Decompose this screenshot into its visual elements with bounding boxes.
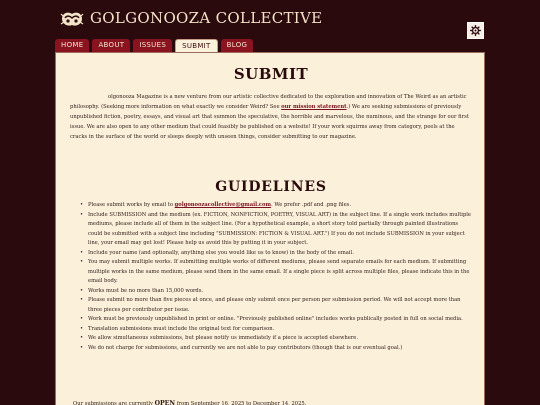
intro-text-end: .) We are seeking submissions of previously unpublished fiction, poetry, essays, and visual art that summon the speculative, the horrible and marvelous, the numinous, and the strange for our first issue. We are also open to any other medium that could feasibly be published on a website! If your work squirms away from category, peels at the cracks in the surface of the world or sleeps deeply with unseen things, consider submitting to our magazine. bbox=[70, 103, 469, 140]
list-item: • You may submit multiple works. If submitting multiple works of different mediums, please send separate emails for each medium. If submitting multiple works in the same medium, please send them in the same email. If a single piece is split across multiple files, please indicate this in the email body. bbox=[80, 258, 472, 287]
list-item: • We allow simultaneous submissions, but please notify us immediately if a piece is accepted elsewhere. bbox=[80, 334, 472, 344]
guidelines-heading: GUIDELINES bbox=[215, 179, 327, 195]
submission-email-link[interactable]: golgonoozacollective@gmail.com bbox=[174, 202, 272, 208]
list-item: • Works must be no more than 15,000 words. bbox=[80, 287, 472, 297]
list-item: • We do not charge for submissions, and currently we are not able to pay contributors (though that is our eventual goal.) bbox=[80, 344, 472, 354]
status-text-end: from September 16, 2025 to December 14, 2025. bbox=[175, 401, 307, 405]
tab-blog[interactable]: BLOG bbox=[221, 39, 254, 52]
tab-about[interactable]: ABOUT bbox=[92, 39, 130, 52]
guideline-email-text: Please submit works by email to bbox=[88, 202, 175, 208]
list-item bbox=[80, 201, 472, 211]
list-item: • Include your name (and optionally, anything else you would like us to know) in the body of the email. bbox=[80, 249, 472, 259]
guideline-email-suffix: . We prefer .pdf and .png files. bbox=[271, 202, 351, 208]
gear-icon bbox=[470, 25, 481, 36]
page-title: SUBMIT bbox=[233, 65, 309, 83]
list-item: • Translation submissions must include the original text for comparison. bbox=[80, 325, 472, 335]
main-nav bbox=[55, 39, 253, 52]
content-panel bbox=[55, 52, 485, 405]
tab-home[interactable]: HOME bbox=[55, 39, 89, 52]
list-item: • Include SUBMISSION and the medium (ex. FICTION, NONFICTION, POETRY, VISUAL ART) in the subject line. If a single work includes multiple mediums, please include all of them in the subject line. (For a hypothetical example, a short story told partially through painted illustrations could be submitted with a subject line including "SUBMISSION: FICTION & VISUAL ART.") If you do not include SUBMISSION in your subject line, your email may get lost! Please help us avoid this by putting it in your subject. bbox=[80, 211, 472, 249]
list-item: • Work must be previously unpublished in print or online. "Previously published online" includes works publically posted in full on social media. bbox=[80, 315, 472, 325]
status-badge: OPEN bbox=[154, 400, 176, 405]
intro-paragraph bbox=[70, 93, 470, 143]
guidelines-list bbox=[80, 201, 472, 353]
intro-text-start: olgonooza Magazine is a new venture from our artistic collective dedicated to the exploration and innovation of The Weird as an artistic philosophy. (Seeking more information on what exactly we consider Weird? See bbox=[70, 94, 467, 110]
tab-submit[interactable]: SUBMIT bbox=[175, 39, 218, 52]
status-text-start: Our submissions are currently bbox=[73, 401, 155, 405]
site-header bbox=[0, 0, 540, 40]
tab-issues[interactable]: ISSUES bbox=[133, 39, 172, 52]
mission-statement-link[interactable]: our mission statement bbox=[281, 103, 347, 110]
submission-status bbox=[73, 399, 473, 405]
theme-toggle-button[interactable] bbox=[467, 22, 484, 39]
logo-icon[interactable] bbox=[60, 9, 84, 29]
site-title[interactable]: GOLGONOOZA COLLECTIVE bbox=[90, 9, 323, 27]
list-item: • Please submit no more than five pieces at once, and please only submit once per person per submission period. We will not accept more than three pieces per contributor per issue. bbox=[80, 296, 472, 315]
